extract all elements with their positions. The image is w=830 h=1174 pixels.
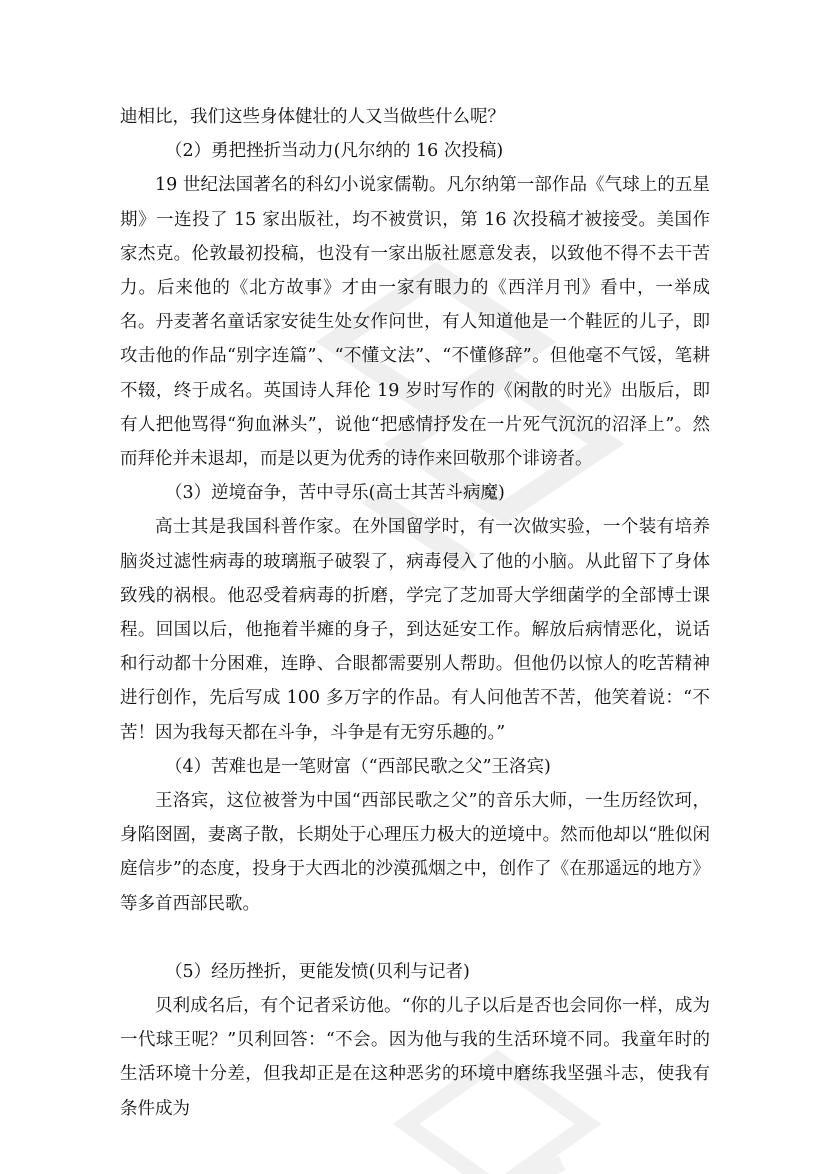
document-body <box>120 100 710 1126</box>
paragraph: 19 世纪法国著名的科幻小说家儒勒。凡尔纳第一部作品《气球上的五星期》一连投了 15 家出版社，均不被赏识，第 16 次投稿才被接受。美国作家杰克。伦敦最初投稿，也没有一家出版社愿意发表，以致他不得不去干苦力。后来他的《北方故事》才由一家有眼力的《西洋月刊》看中，一举成名。丹麦著名童话家安徒生处女作问世，有人知道他是一个鞋匠的儿子，即攻击他的作品“别字连篇”、“不懂文法”、“不懂修辞”。但他毫不气馁，笔耕不辍，终于成名。英国诗人拜伦 19 岁时写作的《闲散的时光》出版后，即有人把他骂得“狗血淋头”，说他“把感情抒发在一片死气沉沉的沼泽上”。然而拜伦并未退却，而是以更为优秀的诗作来回敬那个诽谤者。 <box>120 175 710 470</box>
paragraph: 迪相比，我们这些身体健壮的人又当做些什么呢？ <box>120 107 505 127</box>
paragraph: 高士其是我国科普作家。在外国留学时，有一次做实验，一个装有培养脑炎过滤性病毒的玻璃瓶子破裂了，病毒侵入了他的小脑。从此留下了身体致残的祸根。他忍受着病毒的折磨，学完了芝加哥大学细菌学的全部博士课程。回国以后，他拖着半瘫的身子，到达延安工作。解放后病情恶化，说话和行动都十分困难，连睁、合眼都需要别人帮助。但他仍以惊人的吃苦精神进行创作，先后写成 100 多万字的作品。有人问他苦不苦，他笑着说：“不苦！因为我每天都在斗争，斗争是有无穷乐趣的。” <box>120 517 710 743</box>
section-heading: （4）苦难也是一笔财富（“西部民歌之父”王洛宾) <box>165 756 551 777</box>
paragraph: 贝利成名后，有个记者采访他。“你的儿子以后是否也会同你一样，成为一代球王呢？”贝利回答：“不会。因为他与我的生活环境不同。我童年时的生活环境十分差，但我却正是在这种恶劣的环境中磨练我坚强斗志，使我有条件成为 <box>120 996 710 1119</box>
section-heading: （2）勇把挫折当动力(凡尔纳的 16 次投稿) <box>165 141 504 162</box>
blank-line <box>120 921 710 955</box>
section-heading: （5）经历挫折，更能发愤(贝利与记者) <box>165 961 470 982</box>
section-heading: （3）逆境奋争，苦中寻乐(高士其苦斗病魔) <box>165 483 505 504</box>
paragraph: 王洛宾，这位被誉为中国“西部民歌之父”的音乐大师，一生历经饮珂，身陷囹圄，妻离子散，长期处于心理压力极大的逆境中。然而他却以“胜似闲庭信步”的态度，投身于大西北的沙漠孤烟之中，创作了《在那遥远的地方》等多首西部民歌。 <box>120 791 710 914</box>
